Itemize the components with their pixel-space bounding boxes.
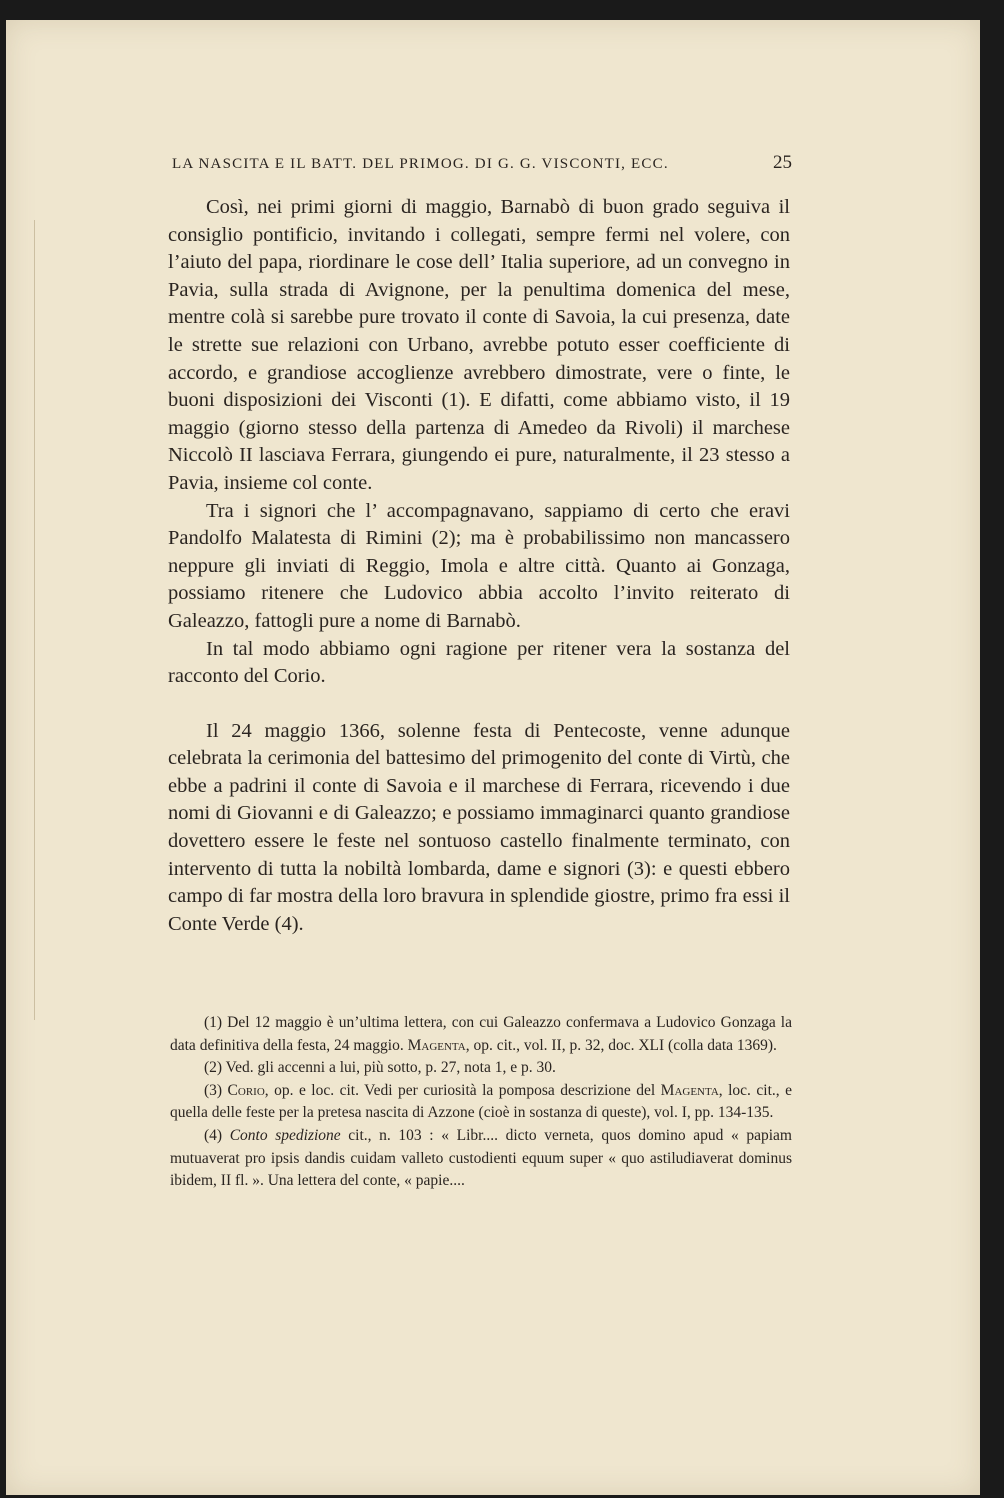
footnote-author: Magenta <box>660 1081 719 1099</box>
running-title: LA NASCITA E IL BATT. DEL PRIMOG. DI G. G. VISCONTI, ECC. <box>172 156 669 172</box>
footnote-title: Conto spedizione <box>229 1126 341 1144</box>
footnote-4: (4) Conto spedizione cit., n. 103 : « Libr.... dicto verneta, quos domino apud « papiam mutuaverat pro ipsis dandis cuidam valleto custodienti equum super « quo astiludiaverat dominus ibidem, II fl. ». Una lettera del conte, « papie.... <box>170 1126 792 1190</box>
page-number: 25 <box>773 152 792 173</box>
footnote-3: (3) Corio, op. e loc. cit. Vedi per curiosità la pomposa descrizione del Magenta, loc. cit., e quella delle feste per la pretesa nascita di Azzone (cioè in sostanza di queste), vol. I, pp. 134-135. <box>170 1081 792 1122</box>
running-header <box>172 152 792 174</box>
footnote-author: Corio <box>227 1081 265 1099</box>
footnote-2: (2) Ved. gli accenni a lui, più sotto, p. 27, nota 1, e p. 30. <box>204 1059 556 1077</box>
paragraph-2: Tra i signori che l’ accompagnavano, sappiamo di certo che eravi Pandolfo Malatesta di Rimini (2); ma è probabilissimo non mancassero neppure gli inviati di Reggio, Imola e altre città. Quanto ai Gonzaga, possiamo ritenere che Ludovico abbia accolto l’invito reiterato di Galeazzo, fattogli pure a nome di Barnabò. <box>168 499 790 632</box>
paragraph-1: Così, nei primi giorni di maggio, Barnabò di buon grado seguiva il consiglio pontificio, invitando i collegati, sempre fermi nel volere, con l’aiuto del papa, riordinare le cose dell’ Italia superiore, ad un convegno in Pavia, sulla strada di Avignone, per la penultima domenica del mese, mentre colà si sarebbe pure trovato il conte di Savoia, la cui presenza, date le strette sue relazioni con Urbano, avrebbe potuto esser coefficiente di accordo, e grandiose accoglienze avrebbero dimostrate, vere o finte, le buoni disposizioni dei Visconti (1). E difatti, come abbiamo visto, il 19 maggio (giorno stesso della partenza di Amedeo da Rivoli) il marchese Niccolò II lasciava Ferrara, giungendo ei pure, naturalmente, il 23 stesso a Pavia, insieme col conte. <box>168 196 790 494</box>
footnotes <box>170 1012 792 1193</box>
page-fold-mark <box>34 220 43 1020</box>
main-text <box>168 194 790 938</box>
footnote-author: Magenta <box>407 1036 466 1054</box>
footnote-1: (1) Del 12 maggio è un’ultima lettera, con cui Galeazzo confermava a Ludovico Gonzaga la data definitiva della festa, 24 maggio. Magenta, op. cit., vol. II, p. 32, doc. XLI (colla data 1369). <box>170 1014 792 1054</box>
paragraph-4: Il 24 maggio 1366, solenne festa di Pentecoste, venne adunque celebrata la cerimonia del battesimo del primogenito del conte di Virtù, che ebbe a padrini il conte di Savoia e il marchese di Ferrara, ricevendo i due nomi di Giovanni e di Galeazzo; e possiamo immaginarci quanto grandiose dovettero essere le feste nel sontuoso castello finalmente terminato, con intervento di tutta la nobiltà lombarda, dame e signori (3): e questi ebbero campo di far mostra della loro bravura in splendide giostre, primo fra essi il Conte Verde (4). <box>168 719 790 935</box>
paragraph-3: In tal modo abbiamo ogni ragione per ritener vera la sostanza del racconto del Corio. <box>168 637 790 688</box>
